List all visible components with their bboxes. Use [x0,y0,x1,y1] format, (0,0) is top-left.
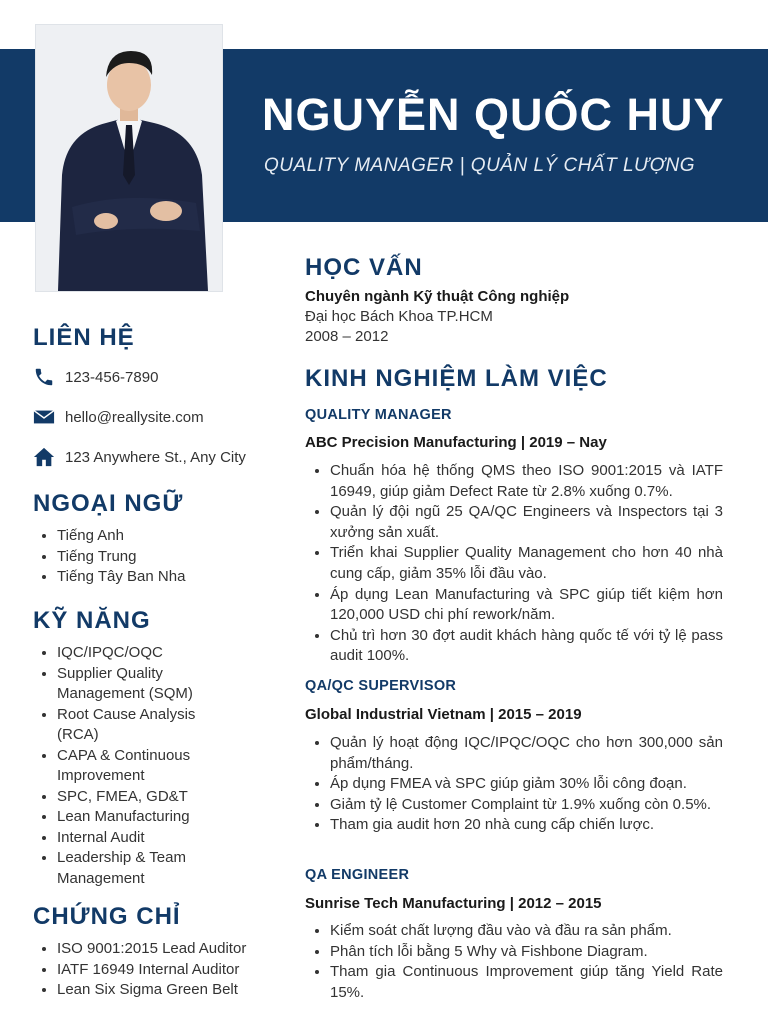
skill-item: • CAPA & Continuous Improvement [57,746,233,787]
certificates-title: CHỨNG CHỈ [33,903,181,930]
job-bullet: • Kiểm soát chất lượng đầu vào và đầu ra sản phẩm. [330,921,723,942]
candidate-role: QUALITY MANAGER | QUẢN LÝ CHẤT LƯỢNG [264,155,696,176]
certificate-item: • IATF 16949 Internal Auditor [57,960,293,981]
job-position: QA/QC SUPERVISOR [305,678,457,694]
skill-item: • Lean Manufacturing [57,807,233,828]
job-bullet: • Áp dụng Lean Manufacturing và SPC giúp tiết kiệm hơn 120,000 USD chi phí rework/năm. [330,585,723,626]
job-bullets [305,461,723,667]
education-title: HỌC VẤN [305,254,423,281]
candidate-name: NGUYỄN QUỐC HUY [262,89,725,140]
skills-title: KỸ NĂNG [33,607,151,634]
skill-item: • Leadership & Team Management [57,848,233,889]
skill-item: • Supplier Quality Management (SQM) [57,664,233,705]
certificate-item: • ISO 9001:2015 Lead Auditor [57,939,293,960]
job-bullet: • Tham gia audit hơn 20 nhà cung cấp chiến lược. [330,815,723,836]
job-bullet: • Giảm tỷ lệ Customer Complaint từ 1.9% xuống còn 0.5%. [330,795,723,816]
skill-item: • IQC/IPQC/OQC [57,643,233,664]
phone-icon [33,366,55,388]
job-company: Sunrise Tech Manufacturing | 2012 – 2015 [305,895,602,912]
job-bullets [305,921,723,1003]
home-icon [33,446,55,468]
job-bullet: • Quản lý hoạt động IQC/IPQC/OQC cho hơn 300,000 sản phẩm/tháng. [330,733,723,774]
language-item: • Tiếng Tây Ban Nha [57,567,273,588]
job-company: Global Industrial Vietnam | 2015 – 2019 [305,706,582,723]
person-portrait-image [36,25,222,291]
mail-icon [33,406,55,428]
education-major: Chuyên ngành Kỹ thuật Công nghiệp [305,288,570,305]
contact-title: LIÊN HỆ [33,324,135,351]
certificate-item: • Lean Six Sigma Green Belt [57,980,293,1001]
job-bullet: • Chủ trì hơn 30 đợt audit khách hàng quốc tế với tỷ lệ pass audit 100%. [330,626,723,667]
address-text: 123 Anywhere St., Any City [65,448,246,466]
skill-item: • Internal Audit [57,828,233,849]
job-bullet: • Phân tích lỗi bằng 5 Why và Fishbone Diagram. [330,942,723,963]
contact-phone [33,366,158,388]
contact-section [33,324,135,352]
job-bullet: • Quản lý đội ngũ 25 QA/QC Engineers và Inspectors tại 3 xưởng sản xuất. [330,502,723,543]
phone-number: 123-456-7890 [65,368,159,386]
job-position: QUALITY MANAGER [305,407,452,423]
contact-address [33,446,246,468]
job-bullet: • Áp dụng FMEA và SPC giúp giảm 30% lỗi công đoạn. [330,774,723,795]
education-years: 2008 – 2012 [305,328,389,345]
job-position: QA ENGINEER [305,867,410,883]
experience-title: KINH NGHIỆM LÀM VIỆC [305,365,608,392]
job-company: ABC Precision Manufacturing | 2019 – Nay [305,434,607,451]
skill-item: • SPC, FMEA, GD&T [57,787,233,808]
job-bullets [305,733,723,836]
languages-section [33,490,273,588]
contact-email [33,406,204,428]
education-school: Đại học Bách Khoa TP.HCM [305,308,493,325]
skills-section [33,607,233,889]
job-bullet: • Tham gia Continuous Improvement giúp tăng Yield Rate 15%. [330,962,723,1003]
job-bullet: • Chuẩn hóa hệ thống QMS theo ISO 9001:2015 và IATF 16949, giúp giảm Defect Rate từ 2.8% xuống 0.7%. [330,461,723,502]
skill-item: • Root Cause Analysis (RCA) [57,705,233,746]
languages-title: NGOẠI NGỮ [33,490,184,517]
certificates-section [33,903,293,1001]
profile-photo [35,24,223,292]
email-address: hello@reallysite.com [65,408,204,426]
language-item: • Tiếng Anh [57,526,273,547]
job-bullet: • Triển khai Supplier Quality Management cho hơn 40 nhà cung cấp, giảm 35% lỗi đầu vào. [330,543,723,584]
language-item: • Tiếng Trung [57,547,273,568]
